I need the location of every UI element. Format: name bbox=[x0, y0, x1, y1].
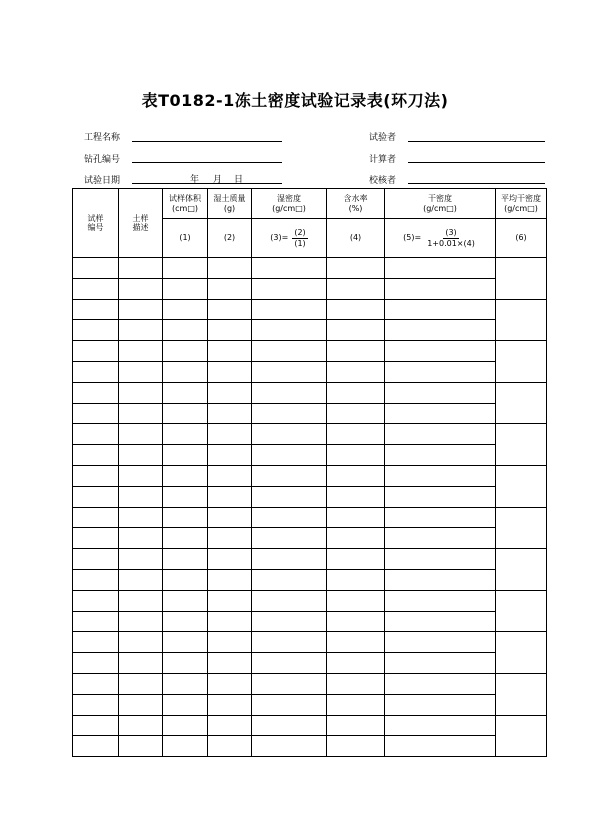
table-cell[interactable] bbox=[119, 507, 163, 528]
table-cell[interactable] bbox=[163, 424, 208, 445]
table-cell[interactable] bbox=[119, 549, 163, 570]
table-row bbox=[73, 528, 547, 549]
formula-c5: (5)= $\frac{(3)}{1+0.01\times(4)}$ bbox=[385, 219, 496, 258]
table-cell[interactable] bbox=[73, 299, 119, 320]
table-cell[interactable] bbox=[163, 694, 208, 715]
table-row bbox=[73, 673, 547, 694]
table-cell[interactable] bbox=[252, 445, 327, 466]
table-cell[interactable] bbox=[385, 694, 496, 715]
table-cell[interactable] bbox=[252, 341, 327, 362]
table-cell[interactable] bbox=[119, 736, 163, 757]
table-row bbox=[73, 569, 547, 590]
test-date-field[interactable] bbox=[132, 183, 282, 184]
table-cell[interactable] bbox=[163, 361, 208, 382]
avg-dry-density-cell[interactable] bbox=[496, 632, 547, 674]
table-cell[interactable] bbox=[208, 320, 252, 341]
table-cell[interactable] bbox=[119, 445, 163, 466]
record-table bbox=[72, 188, 547, 757]
table-cell[interactable] bbox=[163, 715, 208, 736]
table-cell[interactable] bbox=[163, 569, 208, 590]
table-cell[interactable] bbox=[327, 549, 385, 570]
table-cell[interactable] bbox=[119, 341, 163, 362]
table-cell[interactable] bbox=[385, 590, 496, 611]
table-row bbox=[73, 278, 547, 299]
table-cell[interactable] bbox=[208, 715, 252, 736]
table-cell[interactable] bbox=[73, 694, 119, 715]
table-row bbox=[73, 382, 547, 403]
avg-dry-density-cell[interactable] bbox=[496, 299, 547, 341]
table-cell[interactable] bbox=[119, 653, 163, 674]
table-cell[interactable] bbox=[252, 465, 327, 486]
table-cell[interactable] bbox=[252, 361, 327, 382]
table-cell[interactable] bbox=[163, 299, 208, 320]
table-row bbox=[73, 341, 547, 362]
calculator-field[interactable] bbox=[408, 162, 545, 163]
table-cell[interactable] bbox=[385, 632, 496, 653]
table-cell[interactable] bbox=[208, 258, 252, 279]
table-cell[interactable] bbox=[208, 382, 252, 403]
avg-dry-density-cell[interactable] bbox=[496, 341, 547, 383]
table-cell[interactable] bbox=[119, 632, 163, 653]
avg-dry-density-cell[interactable] bbox=[496, 465, 547, 507]
table-row bbox=[73, 320, 547, 341]
table-cell[interactable] bbox=[385, 465, 496, 486]
avg-dry-density-cell[interactable] bbox=[496, 549, 547, 591]
table-cell[interactable] bbox=[327, 486, 385, 507]
table-cell[interactable] bbox=[119, 403, 163, 424]
table-cell[interactable] bbox=[208, 361, 252, 382]
table-cell[interactable] bbox=[208, 507, 252, 528]
table-cell[interactable] bbox=[385, 278, 496, 299]
table-cell[interactable] bbox=[119, 694, 163, 715]
table-cell[interactable] bbox=[208, 611, 252, 632]
table-cell[interactable] bbox=[252, 424, 327, 445]
table-cell[interactable] bbox=[327, 361, 385, 382]
col-header-wet-density: 湿密度 (g/cm□) bbox=[252, 189, 327, 219]
table-cell[interactable] bbox=[327, 278, 385, 299]
table-cell[interactable] bbox=[385, 569, 496, 590]
table-cell[interactable] bbox=[163, 445, 208, 466]
table-row bbox=[73, 736, 547, 757]
col-header-avg-dry-density: 平均干密度 (g/cm□) bbox=[496, 189, 547, 219]
table-cell[interactable] bbox=[252, 507, 327, 528]
formula-c3: (3)= $\frac{(2)}{(1)}$ bbox=[252, 219, 327, 258]
col-header-soil-desc: 土样 描述 bbox=[119, 189, 163, 258]
col-header-sample-no: 试样 编号 bbox=[73, 189, 119, 258]
avg-dry-density-cell[interactable] bbox=[496, 424, 547, 466]
table-cell[interactable] bbox=[163, 611, 208, 632]
table-cell[interactable] bbox=[73, 258, 119, 279]
table-cell[interactable] bbox=[119, 278, 163, 299]
table-cell[interactable] bbox=[119, 424, 163, 445]
table-cell[interactable] bbox=[385, 528, 496, 549]
table-cell[interactable] bbox=[119, 258, 163, 279]
table-cell[interactable] bbox=[73, 736, 119, 757]
table-cell[interactable] bbox=[385, 611, 496, 632]
col-header-volume: 试样体积 (cm□) bbox=[163, 189, 208, 219]
checker-label: 校核者 bbox=[369, 176, 397, 186]
table-row bbox=[73, 632, 547, 653]
formula-c1: (1) bbox=[163, 219, 208, 258]
date-day-label: 日 bbox=[234, 175, 244, 185]
table-cell[interactable] bbox=[327, 403, 385, 424]
table-cell[interactable] bbox=[327, 673, 385, 694]
avg-dry-density-cell[interactable] bbox=[496, 507, 547, 549]
table-cell[interactable] bbox=[385, 382, 496, 403]
table-cell[interactable] bbox=[73, 715, 119, 736]
table-cell[interactable] bbox=[208, 569, 252, 590]
table-cell[interactable] bbox=[327, 465, 385, 486]
table-cell[interactable] bbox=[385, 299, 496, 320]
table-cell[interactable] bbox=[327, 507, 385, 528]
table-cell[interactable] bbox=[327, 736, 385, 757]
table-cell[interactable] bbox=[252, 715, 327, 736]
table-cell[interactable] bbox=[119, 673, 163, 694]
table-cell[interactable] bbox=[73, 341, 119, 362]
table-cell[interactable] bbox=[73, 486, 119, 507]
table-cell[interactable] bbox=[73, 361, 119, 382]
table-row bbox=[73, 361, 547, 382]
table-cell[interactable] bbox=[73, 569, 119, 590]
avg-dry-density-cell[interactable] bbox=[496, 715, 547, 757]
table-cell[interactable] bbox=[208, 403, 252, 424]
table-cell[interactable] bbox=[208, 694, 252, 715]
test-date-label: 试验日期 bbox=[84, 176, 121, 186]
table-cell[interactable] bbox=[73, 403, 119, 424]
table-cell[interactable] bbox=[327, 382, 385, 403]
table-cell[interactable] bbox=[385, 258, 496, 279]
table-cell[interactable] bbox=[252, 590, 327, 611]
date-year-label: 年 bbox=[190, 175, 200, 185]
table-cell[interactable] bbox=[385, 361, 496, 382]
table-cell[interactable] bbox=[73, 465, 119, 486]
table-cell[interactable] bbox=[73, 445, 119, 466]
table-cell[interactable] bbox=[73, 611, 119, 632]
table-cell[interactable] bbox=[252, 611, 327, 632]
avg-dry-density-cell[interactable] bbox=[496, 673, 547, 715]
project-name-field[interactable] bbox=[132, 141, 282, 142]
table-cell[interactable] bbox=[208, 486, 252, 507]
table-cell[interactable] bbox=[208, 653, 252, 674]
table-cell[interactable] bbox=[73, 632, 119, 653]
table-cell[interactable] bbox=[208, 465, 252, 486]
calculator-label: 计算者 bbox=[369, 155, 397, 165]
table-cell[interactable] bbox=[208, 341, 252, 362]
table-cell[interactable] bbox=[208, 736, 252, 757]
table-cell[interactable] bbox=[385, 320, 496, 341]
table-row bbox=[73, 258, 547, 279]
checker-field[interactable] bbox=[408, 183, 545, 184]
table-cell[interactable] bbox=[163, 403, 208, 424]
date-month-label: 月 bbox=[213, 175, 223, 185]
table-row bbox=[73, 445, 547, 466]
table-cell[interactable] bbox=[385, 653, 496, 674]
table-cell[interactable] bbox=[73, 590, 119, 611]
table-cell[interactable] bbox=[327, 632, 385, 653]
table-row bbox=[73, 486, 547, 507]
table-cell[interactable] bbox=[327, 320, 385, 341]
table-cell[interactable] bbox=[252, 278, 327, 299]
table-row bbox=[73, 424, 547, 445]
table-cell[interactable] bbox=[208, 528, 252, 549]
table-cell[interactable] bbox=[163, 341, 208, 362]
table-cell[interactable] bbox=[73, 507, 119, 528]
table-cell[interactable] bbox=[119, 569, 163, 590]
table-cell[interactable] bbox=[385, 507, 496, 528]
formula-c2: (2) bbox=[208, 219, 252, 258]
table-cell[interactable] bbox=[208, 278, 252, 299]
table-row bbox=[73, 611, 547, 632]
table-cell[interactable] bbox=[327, 299, 385, 320]
table-cell[interactable] bbox=[385, 736, 496, 757]
table-cell[interactable] bbox=[73, 278, 119, 299]
table-cell[interactable] bbox=[252, 320, 327, 341]
table-cell[interactable] bbox=[163, 590, 208, 611]
table-row bbox=[73, 590, 547, 611]
avg-dry-density-cell[interactable] bbox=[496, 382, 547, 424]
table-cell[interactable] bbox=[327, 445, 385, 466]
table-cell[interactable] bbox=[252, 569, 327, 590]
table-cell[interactable] bbox=[119, 465, 163, 486]
table-cell[interactable] bbox=[252, 403, 327, 424]
table-cell[interactable] bbox=[208, 445, 252, 466]
table-cell[interactable] bbox=[208, 590, 252, 611]
table-row bbox=[73, 507, 547, 528]
formula-c4: (4) bbox=[327, 219, 385, 258]
table-cell[interactable] bbox=[163, 673, 208, 694]
table-cell[interactable] bbox=[73, 673, 119, 694]
col-header-wet-mass: 湿土质量 (g) bbox=[208, 189, 252, 219]
table-cell[interactable] bbox=[385, 424, 496, 445]
table-cell[interactable] bbox=[119, 611, 163, 632]
table-cell[interactable] bbox=[252, 528, 327, 549]
page-title: 表T0182-1冻土密度试验记录表(环刀法) bbox=[141, 91, 449, 110]
table-cell[interactable] bbox=[208, 424, 252, 445]
table-cell[interactable] bbox=[119, 486, 163, 507]
table-cell[interactable] bbox=[327, 569, 385, 590]
table-row bbox=[73, 299, 547, 320]
table-cell[interactable] bbox=[385, 445, 496, 466]
avg-dry-density-cell[interactable] bbox=[496, 590, 547, 632]
table-cell[interactable] bbox=[119, 299, 163, 320]
table-cell[interactable] bbox=[252, 382, 327, 403]
tester-field[interactable] bbox=[408, 141, 545, 142]
table-cell[interactable] bbox=[385, 715, 496, 736]
table-cell[interactable] bbox=[208, 299, 252, 320]
table-cell[interactable] bbox=[252, 632, 327, 653]
table-cell[interactable] bbox=[252, 549, 327, 570]
table-cell[interactable] bbox=[327, 694, 385, 715]
table-cell[interactable] bbox=[385, 486, 496, 507]
table-cell[interactable] bbox=[73, 424, 119, 445]
table-row bbox=[73, 653, 547, 674]
table-cell[interactable] bbox=[163, 507, 208, 528]
table-cell[interactable] bbox=[73, 549, 119, 570]
table-cell[interactable] bbox=[119, 382, 163, 403]
table-cell[interactable] bbox=[119, 361, 163, 382]
table-cell[interactable] bbox=[119, 715, 163, 736]
table-cell[interactable] bbox=[252, 673, 327, 694]
table-cell[interactable] bbox=[119, 590, 163, 611]
borehole-no-field[interactable] bbox=[132, 162, 282, 163]
table-cell[interactable] bbox=[163, 258, 208, 279]
table-cell[interactable] bbox=[73, 528, 119, 549]
table-cell[interactable] bbox=[327, 611, 385, 632]
table-cell[interactable] bbox=[163, 528, 208, 549]
table-cell[interactable] bbox=[327, 715, 385, 736]
table-cell[interactable] bbox=[163, 736, 208, 757]
table-cell[interactable] bbox=[163, 549, 208, 570]
table-row bbox=[73, 465, 547, 486]
table-cell[interactable] bbox=[385, 341, 496, 362]
formula-c6: (6) bbox=[496, 219, 547, 258]
table-cell[interactable] bbox=[119, 528, 163, 549]
table-cell[interactable] bbox=[163, 382, 208, 403]
table-cell[interactable] bbox=[208, 673, 252, 694]
borehole-no-label: 钻孔编号 bbox=[84, 155, 121, 165]
avg-dry-density-cell[interactable] bbox=[496, 258, 547, 300]
table-cell[interactable] bbox=[327, 341, 385, 362]
table-cell[interactable] bbox=[163, 320, 208, 341]
table-cell[interactable] bbox=[327, 258, 385, 279]
table-cell[interactable] bbox=[208, 549, 252, 570]
table-cell[interactable] bbox=[385, 403, 496, 424]
table-cell[interactable] bbox=[327, 590, 385, 611]
table-row bbox=[73, 715, 547, 736]
table-cell[interactable] bbox=[163, 486, 208, 507]
table-cell[interactable] bbox=[327, 528, 385, 549]
table-cell[interactable] bbox=[163, 278, 208, 299]
table-cell[interactable] bbox=[385, 549, 496, 570]
table-cell[interactable] bbox=[252, 299, 327, 320]
col-header-dry-density: 干密度 (g/cm□) bbox=[385, 189, 496, 219]
tester-label: 试验者 bbox=[369, 133, 397, 143]
table-cell[interactable] bbox=[385, 673, 496, 694]
table-cell[interactable] bbox=[163, 465, 208, 486]
table-row bbox=[73, 694, 547, 715]
table-cell[interactable] bbox=[327, 424, 385, 445]
project-name-label: 工程名称 bbox=[84, 133, 121, 143]
table-cell[interactable] bbox=[208, 632, 252, 653]
table-cell[interactable] bbox=[163, 653, 208, 674]
col-header-water-content: 含水率 (%) bbox=[327, 189, 385, 219]
table-cell[interactable] bbox=[327, 653, 385, 674]
table-cell[interactable] bbox=[252, 258, 327, 279]
table-cell[interactable] bbox=[252, 653, 327, 674]
table-cell[interactable] bbox=[119, 320, 163, 341]
table-cell[interactable] bbox=[73, 382, 119, 403]
table-row bbox=[73, 549, 547, 570]
table-cell[interactable] bbox=[73, 653, 119, 674]
table-cell[interactable] bbox=[163, 632, 208, 653]
table-row bbox=[73, 403, 547, 424]
table-cell[interactable] bbox=[252, 694, 327, 715]
table-cell[interactable] bbox=[73, 320, 119, 341]
table-cell[interactable] bbox=[252, 736, 327, 757]
table-cell[interactable] bbox=[252, 486, 327, 507]
